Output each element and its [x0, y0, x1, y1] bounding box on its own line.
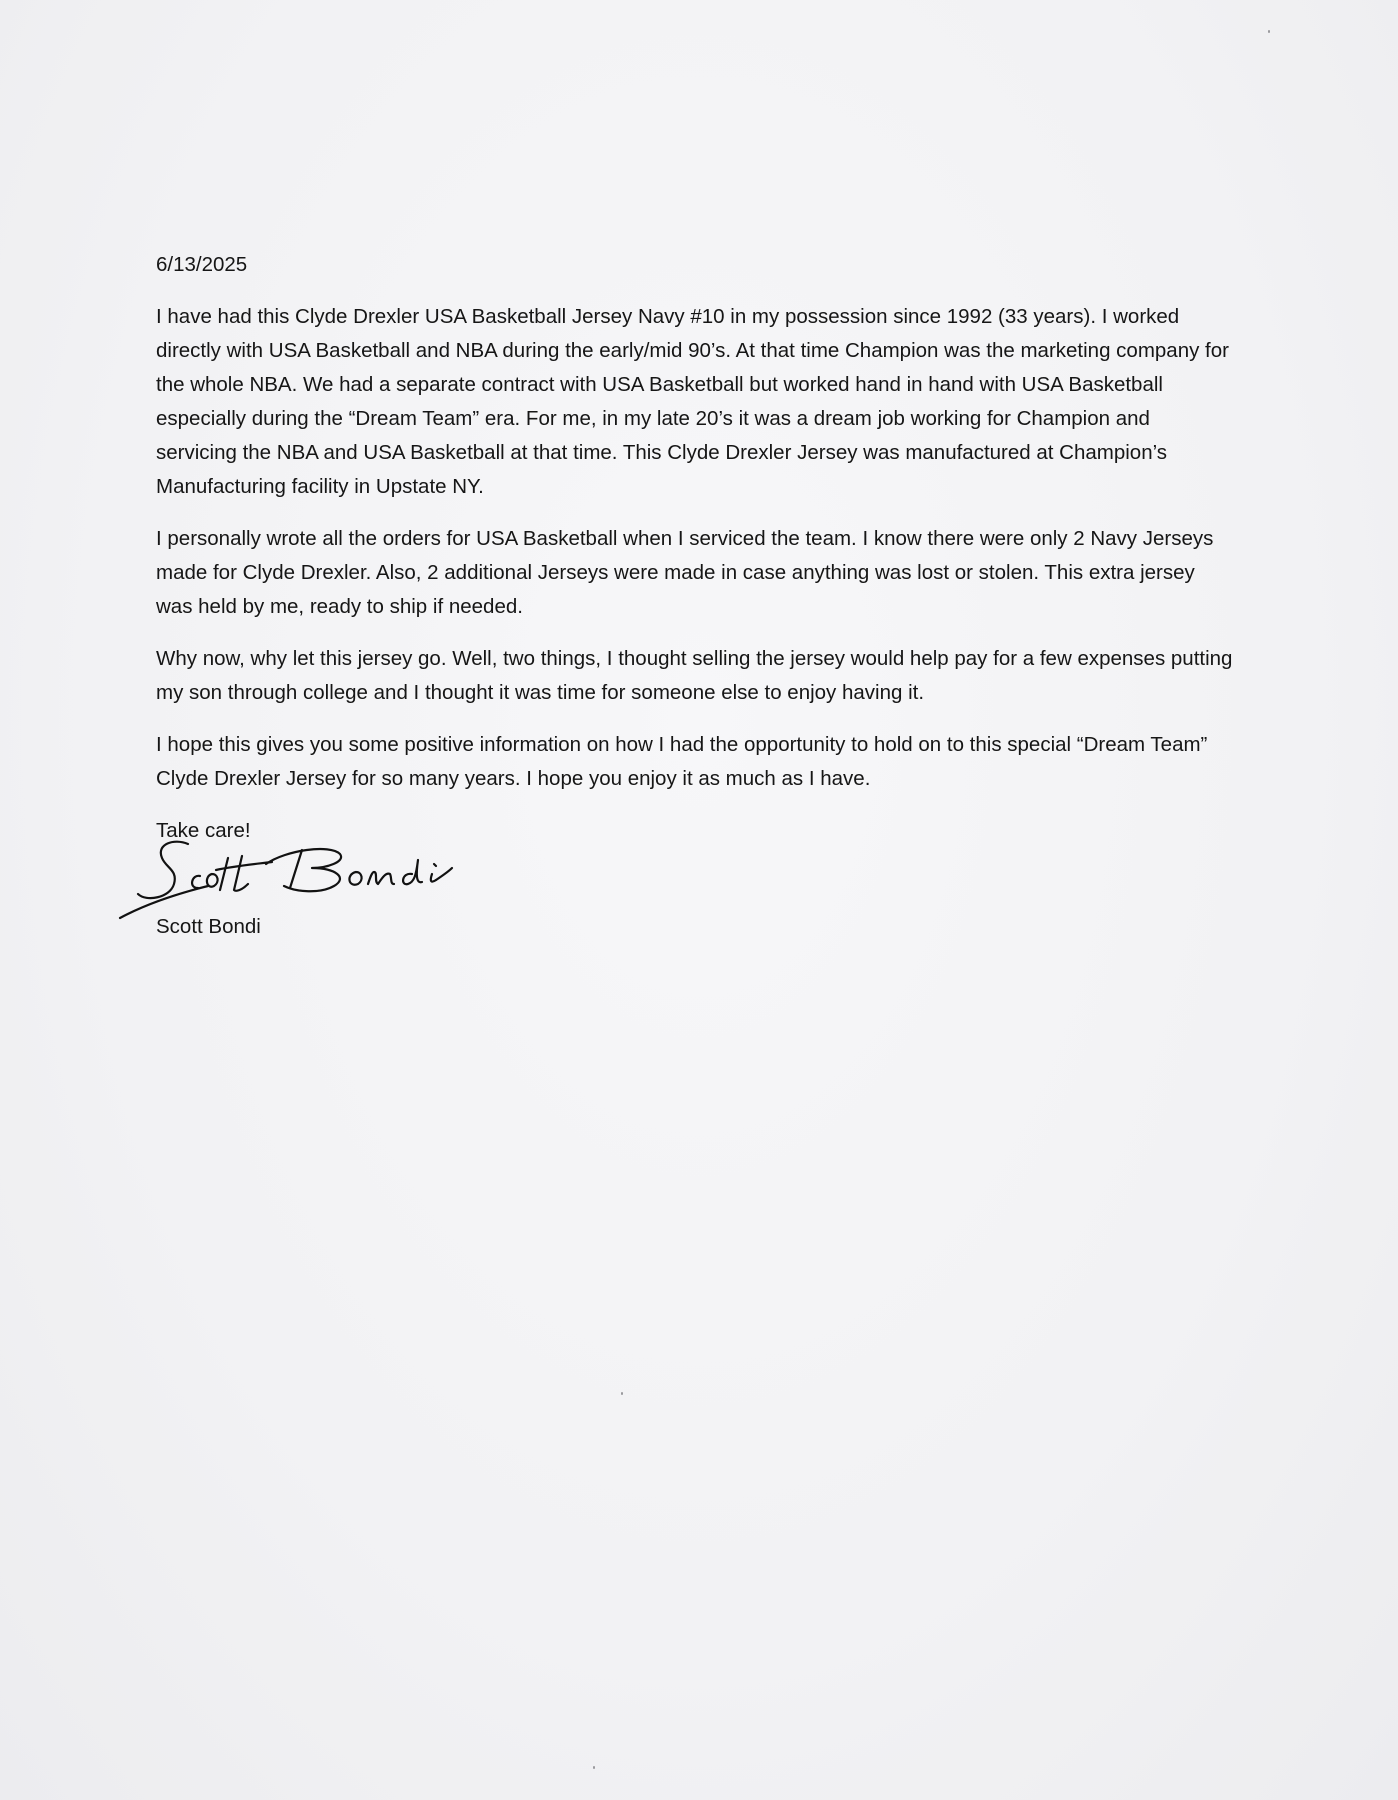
paragraph-1: I have had this Clyde Drexler USA Basketball Jersey Navy #10 in my possession since 1992 (33 years). I worked directly with USA Basketball and NBA during the early/mid 90’s. At that time Champion was the marketing company for the whole NBA. We had a separate contract with USA Basketball but worked hand in hand with USA Basketball especially during the “Dream Team” era. For me, in my late 20’s it was a dream job working for Champion and servicing the NBA and USA Basketball at that time. This Clyde Drexler Jersey was manufactured at Champion’s Manufacturing facility in Upstate NY. — [156, 305, 1229, 498]
letter-date: 6/13/2025 — [156, 253, 248, 276]
paragraph-3: Why now, why let this jersey go. Well, two things, I thought selling the jersey would help pay for a few expenses putting my son through college and I thought it was time for someone else to enjoy having it. — [156, 647, 1233, 704]
paper-speck — [593, 1766, 595, 1769]
paragraph-2: I personally wrote all the orders for USA Basketball when I serviced the team. I know there were only 2 Navy Jerseys made for Clyde Drexler. Also, 2 additional Jerseys were made in case anything was lost or stolen. This extra jersey was held by me, ready to ship if needed. — [156, 527, 1214, 618]
closing-line: Take care! — [156, 819, 251, 842]
paragraph-4: I hope this gives you some positive information on how I had the opportunity to hold on to this special “Dream Team” Clyde Drexler Jersey for so many years. I hope you enjoy it as much as I have. — [156, 733, 1208, 790]
letter-body — [156, 248, 1236, 848]
paper-speck — [1268, 30, 1270, 33]
paper-speck — [621, 1392, 623, 1395]
signer-name: Scott Bondi — [156, 915, 261, 938]
